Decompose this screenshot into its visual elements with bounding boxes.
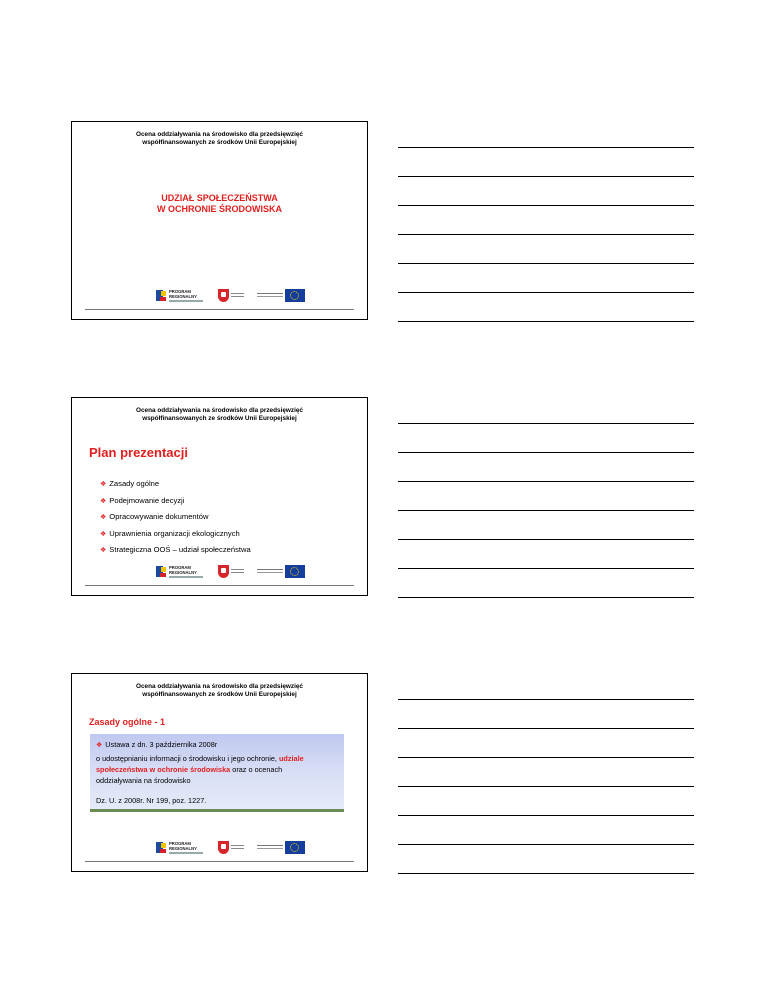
eu-flag-icon <box>285 841 305 854</box>
program-regionalny-logo: PROGRAM REGIONALNY <box>156 564 204 580</box>
diamond-bullet-icon: ❖ <box>100 547 107 554</box>
eu-flag-icon <box>285 565 305 578</box>
diamond-bullet-icon: ❖ <box>96 742 103 749</box>
slide-header: Ocena oddziaływania na środowisko dla przedsięwzięć współfinansowanych ze środków Unii Europejskiej <box>136 131 303 146</box>
program-regionalny-logo: PROGRAM REGIONALNY <box>156 840 204 856</box>
slide-header: Ocena oddziaływania na środowisko dla przedsięwzięć współfinansowanych ze środków Unii Europejskiej <box>136 683 303 698</box>
slide-2 <box>71 397 368 596</box>
crest-logo <box>218 565 244 579</box>
program-regionalny-logo: PROGRAM REGIONALNY <box>156 288 204 304</box>
slide-title: UDZIAŁ SPOŁECZEŃSTWA W OCHRONIE ŚRODOWISKA <box>157 193 282 214</box>
eu-text-logo <box>257 293 283 294</box>
diamond-bullet-icon: ❖ <box>100 514 107 521</box>
crest-logo <box>218 289 244 303</box>
footer-divider <box>85 309 354 310</box>
diamond-bullet-icon: ❖ <box>100 530 107 538</box>
list-item: ❖ Zasady ogólne <box>100 479 160 488</box>
slide-footer <box>85 288 354 310</box>
bullet-list <box>100 476 251 559</box>
diamond-bullet-icon: ❖ <box>100 481 107 488</box>
footer-divider <box>85 585 354 586</box>
slide-header: Ocena oddziaływania na środowisko dla przedsięwzięć współfinansowanych ze środków Unii Europejskiej <box>136 407 303 422</box>
list-item: ❖ Strategiczna OOŚ – udział społeczeństwa <box>100 545 251 554</box>
slide-title: Zasady ogólne - 1 <box>89 717 166 727</box>
eu-text-logo <box>257 845 283 846</box>
slide-3 <box>71 673 368 872</box>
slide-1 <box>71 121 368 320</box>
slide-footer <box>85 840 354 862</box>
box-bottom-bar <box>90 809 344 812</box>
slide-title: Plan prezentacji <box>89 445 188 460</box>
diamond-bullet-icon: ❖ <box>100 497 107 505</box>
crest-logo <box>218 841 244 855</box>
list-item: ❖ Podejmowanie decyzji <box>100 495 185 505</box>
footer-divider <box>85 861 354 862</box>
eu-flag-icon <box>285 289 305 302</box>
content-box: ❖ Ustawa z dn. 3 października 2008r o udostępnianiu informacji o środowisku i jego ochronie, udziale społeczeństwa w ochronie środowiska oraz o ocenach oddziaływania na środowisko Dz. U. z 2008r. Nr 199, poz. 1227. <box>90 734 344 812</box>
list-item: ❖ Uprawnienia organizacji ekologicznych <box>100 528 240 538</box>
list-item: ❖ Opracowywanie dokumentów <box>100 512 209 521</box>
slide-footer <box>85 564 354 586</box>
eu-text-logo <box>257 569 283 570</box>
